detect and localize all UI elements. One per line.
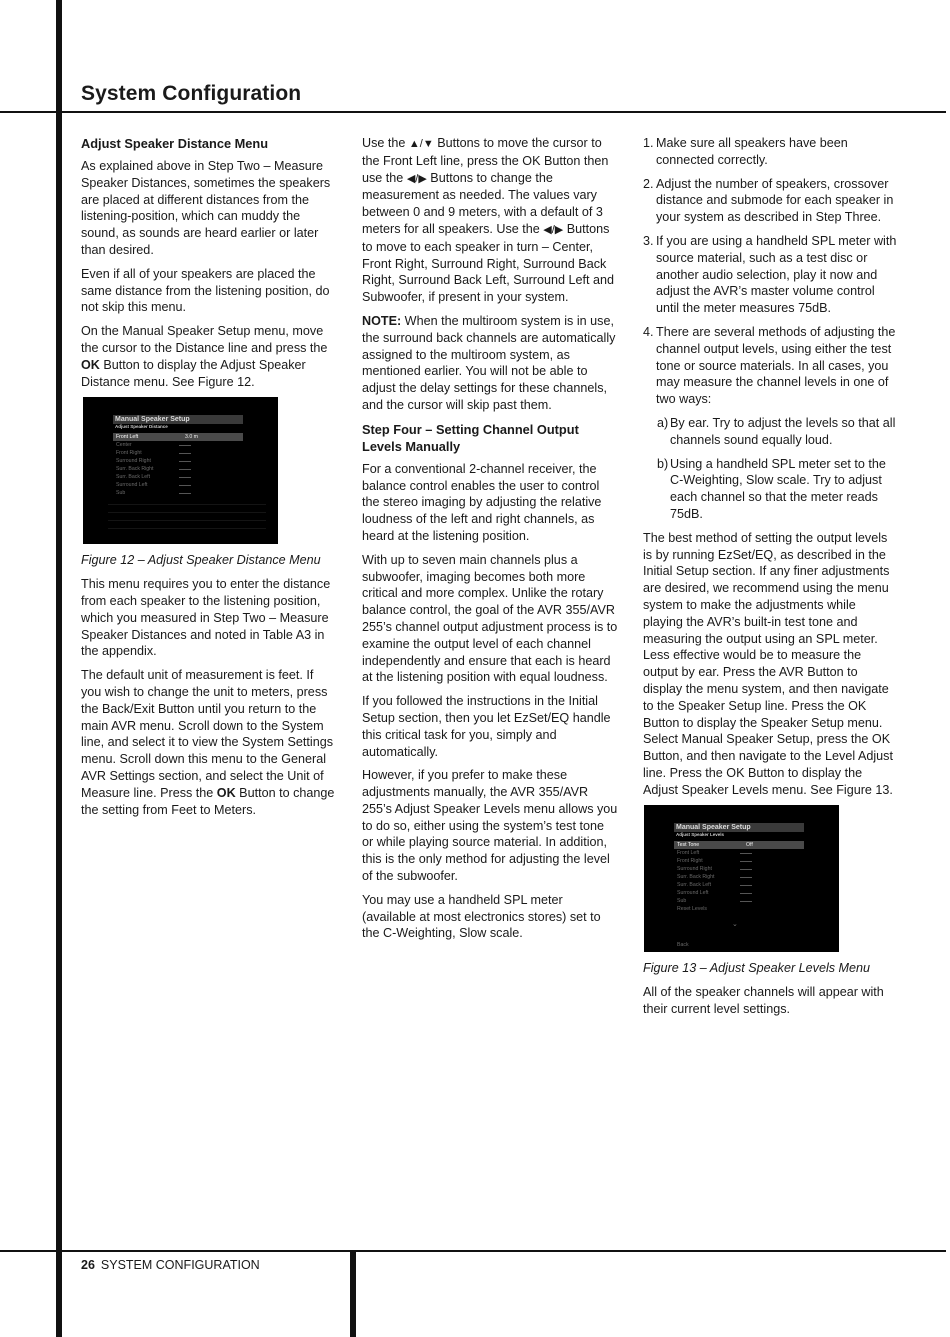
value-dash (179, 493, 191, 494)
value-dash (740, 853, 752, 854)
column-3 (643, 135, 899, 1025)
menu-row-label: Surround Right (677, 866, 712, 873)
menu-row (113, 473, 243, 481)
footer-rule (0, 1250, 946, 1252)
menu-row (674, 857, 804, 865)
menu-row-label: Test Tone (677, 842, 700, 849)
value-dash (179, 469, 191, 470)
list-item (643, 233, 899, 317)
text-run: Buttons to change the measurement as needed. The values vary between 0 and 9 meters, with a default of 3 meters for all speakers. Use the (362, 170, 603, 236)
figure-13-screenshot (644, 805, 839, 952)
value-dash (740, 885, 752, 886)
paragraph: As explained above in Step Two – Measure Speaker Distances, sometimes the speakers are placed at different distances from the listening-position, which can muddy the sound, as sounds are heard earlier or later than desired. (81, 159, 331, 257)
menu-back-label: Back (677, 942, 689, 949)
up-down-arrows-icon: ▲/▼ (408, 138, 434, 150)
menu-row-value: 3.0 m (185, 434, 198, 441)
menu-subtitle: Adjust Speaker Levels (676, 832, 725, 838)
list-item (643, 135, 899, 169)
menu-row-label: Surround Left (116, 482, 148, 489)
menu-row-label: Sub (677, 898, 687, 905)
value-dash (179, 477, 191, 478)
paragraph: This menu requires you to enter the distance from each speaker to the listening position, which you measured in Step Two – Measure Speaker Distances and noted in Table A3 in the appendix. (81, 577, 331, 659)
list-number: 1. (643, 136, 654, 150)
menu-row-label: Surr. Back Right (677, 874, 715, 881)
menu-list (113, 433, 243, 497)
menu-row (674, 873, 804, 881)
menu-row-label: Front Right (677, 858, 703, 865)
list-item (643, 176, 899, 226)
page-number: 26 (81, 1258, 95, 1272)
menu-row-label: Surround Right (116, 458, 151, 465)
steps-list (643, 135, 899, 408)
value-dash (740, 901, 752, 902)
paragraph: For a conventional 2-channel receiver, the balance control enables the user to control the stereo imaging by adjusting the relative loudness of the left and right channels, as heard at the listening position. (362, 461, 602, 543)
list-number: a) (657, 415, 669, 430)
menu-subtitle: Adjust Speaker Distance (115, 424, 168, 430)
paragraph: However, if you prefer to make these adjustments manually, the AVR 355/AVR 255’s Adjust Speaker Levels menu allows you to do so, either using the system’s test tone or while playing source material. In addition, this is the only method for adjusting the level of the subwoofer. (362, 768, 618, 884)
text-run: Buttons to move the cursor to the Front Left line, press the OK Button then use the (362, 136, 609, 185)
menu-row (674, 849, 804, 857)
column-1 (81, 135, 337, 825)
text-run: Buttons to move to each speaker in turn – Center, Front Right, Surround Right, Surround Back Right, Surround Back Left, Surround Left and Subwoofer, if present in your system. (362, 221, 615, 305)
list-text: There are several methods of adjusting the channel output levels, using either the test tone or source materials. In all cases, you may measure the channel levels in one of two ways: (656, 324, 896, 407)
menu-row-label: Front Left (116, 434, 139, 441)
list-text: Adjust the number of speakers, crossover distance and submode for each speaker in your system as described in Step Three. (656, 176, 894, 225)
section-heading-step-four: Step Four – Setting Channel Output Levels Manually (362, 421, 579, 454)
menu-row (113, 489, 243, 497)
menu-row-label: Center (116, 442, 132, 449)
sub-list-item (657, 456, 899, 523)
menu-row (113, 481, 243, 489)
menu-row-label: Front Left (677, 850, 700, 857)
ok-keyword: OK (216, 785, 236, 800)
paragraph: The best method of setting the output levels is by running EzSet/EQ, as described in the Initial Setup section. If any finer adjustments are desired, we recommend using the menu system to make the adjustments while playing the AVR’s built-in test tone and measuring the output using an SPL meter. Less effective would be to measure the output by ear. Press the AVR Button to display the menu system, and then navigate to the Speaker Setup line. Press the OK Button to display the Speaker Setup menu. Select Manual Speaker Setup, press the OK Button, and then navigate to the Level Adjust line. Press the OK Button to display the Adjust Speaker Levels menu. See Figure 13. (643, 530, 893, 797)
figure-13-caption: Figure 13 – Adjust Speaker Levels Menu (643, 961, 871, 976)
list-number: 2. (643, 176, 654, 191)
text-run: Button to display the Adjust Speaker Distance menu. See Figure 12. (81, 357, 306, 389)
menu-row-label: Surr. Back Left (116, 474, 151, 481)
menu-row (674, 865, 804, 873)
chevron-down-icon: ⌄ (732, 921, 738, 929)
left-right-arrows-icon: ◀/▶ (406, 172, 427, 185)
menu-row (113, 441, 243, 449)
list-number: b) (657, 456, 669, 471)
left-margin-bar (56, 0, 62, 1337)
menu-row (113, 457, 243, 465)
column-2 (362, 135, 618, 949)
figure-12-caption: Figure 12 – Adjust Speaker Distance Menu (81, 553, 321, 568)
text-run: The default unit of measurement is feet. If you wish to change the unit to meters, press the Back/Exit Button until you return to the main AVR menu. Scroll down to the System line, and select it to view the System Settings menu. Scroll down this menu to the General AVR Settings section, and select the Unit of Measure line. Press the (81, 668, 333, 800)
list-number: 4. (643, 324, 654, 339)
menu-row (674, 881, 804, 889)
paragraph: With up to seven main channels plus a subwoofer, imaging becomes both more critical and more complex. Unlike the rotary balance control, the goal of the AVR 355/AVR 255’s channel output adjustment process is to examine the output level of each channel independently and ensure that each is heard at the listening position with equal loudness. (362, 552, 618, 685)
note-paragraph (362, 313, 618, 414)
note-label: NOTE: (362, 313, 402, 328)
left-right-arrows-icon: ◀/▶ (543, 223, 564, 236)
value-dash (740, 861, 752, 862)
paragraph (362, 135, 618, 306)
menu-row (674, 841, 804, 849)
paragraph: All of the speaker channels will appear with their current level settings. (643, 985, 884, 1017)
paragraph: You may use a handheld SPL meter (available at most electronics stores) set to the C-Weighting, Slow scale. (362, 892, 601, 941)
menu-row (113, 449, 243, 457)
menu-row-label: Surr. Back Right (116, 466, 154, 473)
menu-blank-lines (108, 497, 266, 536)
menu-row-label: Surround Left (677, 890, 709, 897)
menu-row-label: Front Right (116, 450, 142, 457)
text-run: Use the (362, 136, 409, 150)
page-footer (81, 1258, 260, 1272)
footer-section-label: SYSTEM CONFIGURATION (100, 1258, 260, 1272)
list-text: By ear. Try to adjust the levels so that all channels sound equally loud. (670, 415, 896, 447)
list-text: If you are using a handheld SPL meter with source material, such as a test disc or another audio selection, play it now and adjust the AVR’s master volume control until the meter measures 75dB. (656, 233, 897, 316)
paragraph: If you followed the instructions in the Initial Setup section, then you let EzSet/EQ handle this critical task for you, simply and automatically. (362, 694, 611, 759)
section-heading-distance: Adjust Speaker Distance Menu (81, 136, 269, 151)
paragraph: Even if all of your speakers are placed the same distance from the listening position, do not skip this menu. (81, 266, 330, 315)
ok-keyword: OK (81, 357, 100, 372)
list-number: 3. (643, 233, 654, 248)
figure-12-screenshot (83, 397, 278, 544)
text-run: On the Manual Speaker Setup menu, move the cursor to the Distance line and press the (81, 324, 328, 355)
list-text: Make sure all speakers have been connected correctly. (656, 136, 848, 167)
menu-row (674, 897, 804, 905)
text-run: When the multiroom system is in use, the surround back channels are automatically assigned to the multiroom system, as mentioned earlier. You will not be able to adjust the delay settings for these channels, and the cursor will skip past them. (362, 313, 616, 412)
menu-row (113, 433, 243, 441)
text-run: Button to change the setting from Feet to Meters. (81, 785, 335, 817)
menu-list (674, 841, 804, 913)
menu-title: Manual Speaker Setup (113, 415, 243, 424)
sub-list-item (657, 415, 899, 449)
menu-row-label: Reset Levels (677, 906, 707, 913)
list-text: Using a handheld SPL meter set to the C-Weighting, Slow scale. Try to adjust each channel so that the meter reads 75dB. (670, 456, 886, 521)
footer-divider-bar (350, 1250, 356, 1337)
menu-title: Manual Speaker Setup (674, 823, 804, 832)
page-title: System Configuration (81, 82, 302, 105)
value-dash (740, 877, 752, 878)
value-dash (740, 869, 752, 870)
menu-row-label: Surr. Back Left (677, 882, 712, 889)
header-rule (0, 111, 946, 113)
value-dash (179, 461, 191, 462)
list-item (643, 324, 899, 408)
paragraph (81, 667, 337, 818)
value-dash (179, 453, 191, 454)
menu-row (113, 465, 243, 473)
sub-list (657, 415, 899, 523)
menu-row-label: Sub (116, 490, 126, 497)
menu-row (674, 905, 804, 913)
value-dash (179, 485, 191, 486)
value-dash (740, 893, 752, 894)
menu-row (674, 889, 804, 897)
value-dash (179, 445, 191, 446)
paragraph (81, 323, 337, 390)
menu-row-value: Off (746, 842, 753, 849)
